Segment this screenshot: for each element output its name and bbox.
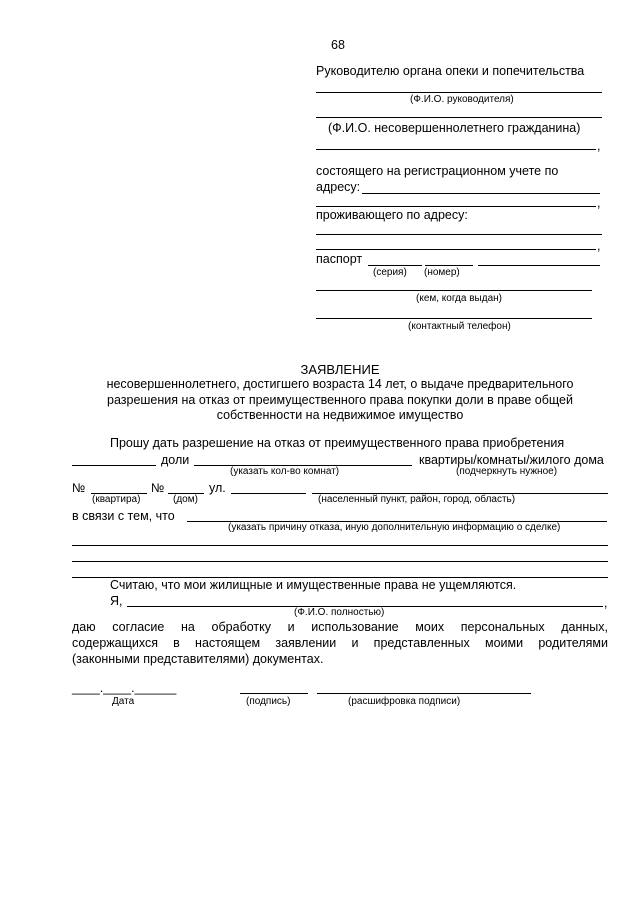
number-caption: (номер) bbox=[424, 267, 460, 278]
registered-address-line-2[interactable] bbox=[316, 206, 596, 207]
signature-caption: (подпись) bbox=[246, 696, 291, 707]
date-field[interactable]: ____.____.______ bbox=[72, 681, 177, 695]
consent-line-1: даю согласие на обработку и использование моих персональных данных, bbox=[72, 620, 608, 634]
date-caption: Дата bbox=[112, 696, 135, 707]
minor-fio-line-2[interactable] bbox=[316, 149, 596, 150]
i-label: Я, bbox=[110, 594, 123, 608]
street-label: ул. bbox=[209, 481, 226, 495]
comma: , bbox=[604, 596, 608, 610]
comma: , bbox=[597, 239, 601, 253]
consent-line-3: (законными представителями) документах. bbox=[72, 652, 324, 666]
minor-fio-line-1[interactable] bbox=[316, 117, 602, 118]
phone-caption: (контактный телефон) bbox=[408, 321, 511, 332]
living-address-label: проживающего по адресу: bbox=[316, 208, 468, 222]
comma: , bbox=[597, 139, 601, 153]
property-types[interactable]: квартиры/комнаты/жилого дома bbox=[419, 453, 604, 467]
comma: , bbox=[597, 196, 601, 210]
title-subtitle-line-2: разрешения на отказ от преимущественного права покупки доли в праве общей bbox=[107, 393, 573, 407]
passport-extra-field[interactable] bbox=[478, 265, 600, 266]
registered-address-line-1[interactable] bbox=[362, 193, 600, 194]
living-address-line-1[interactable] bbox=[316, 234, 602, 235]
series-caption: (серия) bbox=[373, 267, 407, 278]
passport-label: паспорт bbox=[316, 252, 363, 266]
issued-caption: (кем, когда выдан) bbox=[416, 293, 502, 304]
reason-line-3[interactable] bbox=[72, 561, 608, 562]
reason-line-2[interactable] bbox=[72, 545, 608, 546]
phone-line[interactable] bbox=[316, 318, 592, 319]
locality-caption: (населенный пункт, район, город, область) bbox=[318, 494, 516, 505]
reason-label: в связи с тем, что bbox=[72, 509, 175, 523]
addressee: Руководителю органа опеки и попечительства bbox=[316, 64, 585, 78]
title-subtitle-line-1: несовершеннолетнего, достигшего возраста 14 лет, о выдаче предварительного bbox=[106, 377, 574, 391]
passport-number-field[interactable] bbox=[425, 265, 473, 266]
share-label: доли bbox=[161, 453, 190, 467]
house-caption: (дом) bbox=[173, 494, 198, 505]
apartment-number-label: № bbox=[72, 481, 86, 495]
minor-fio-caption: (Ф.И.О. несовершеннолетнего гражданина) bbox=[328, 121, 581, 135]
document-title: ЗАЯВЛЕНИЕ bbox=[300, 362, 380, 377]
passport-series-field[interactable] bbox=[368, 265, 422, 266]
reason-caption: (указать причину отказа, иную дополнительную информацию о сделке) bbox=[228, 522, 561, 533]
apartment-caption: (квартира) bbox=[92, 494, 141, 505]
consent-line-2: содержащихся в настоящем заявлении и представленных моими родителями bbox=[72, 636, 608, 650]
registered-label-1: состоящего на регистрационном учете по bbox=[316, 164, 559, 178]
decoding-caption: (расшифровка подписи) bbox=[348, 696, 461, 707]
signature-decoding-field[interactable] bbox=[317, 693, 531, 694]
street-field[interactable] bbox=[231, 493, 306, 494]
title-subtitle-line-3: собственности на недвижимое имущество bbox=[216, 408, 464, 422]
head-fio-line[interactable] bbox=[316, 92, 602, 93]
passport-issued-line[interactable] bbox=[316, 290, 592, 291]
full-fio-caption: (Ф.И.О. полностью) bbox=[294, 607, 385, 618]
page-number: 68 bbox=[331, 38, 345, 52]
head-fio-caption: (Ф.И.О. руководителя) bbox=[410, 94, 514, 105]
rights-statement: Считаю, что мои жилищные и имущественные права не ущемляются. bbox=[110, 578, 517, 592]
rooms-caption: (указать кол-во комнат) bbox=[230, 466, 340, 477]
underline-caption: (подчеркнуть нужное) bbox=[456, 466, 558, 477]
registered-label-2: адресу: bbox=[316, 180, 361, 194]
house-number-label: № bbox=[151, 481, 165, 495]
share-size-field[interactable] bbox=[72, 465, 156, 466]
request-line: Прошу дать разрешение на отказ от преимущественного права приобретения bbox=[110, 436, 565, 450]
living-address-line-2[interactable] bbox=[316, 249, 596, 250]
signature-field[interactable] bbox=[240, 693, 308, 694]
